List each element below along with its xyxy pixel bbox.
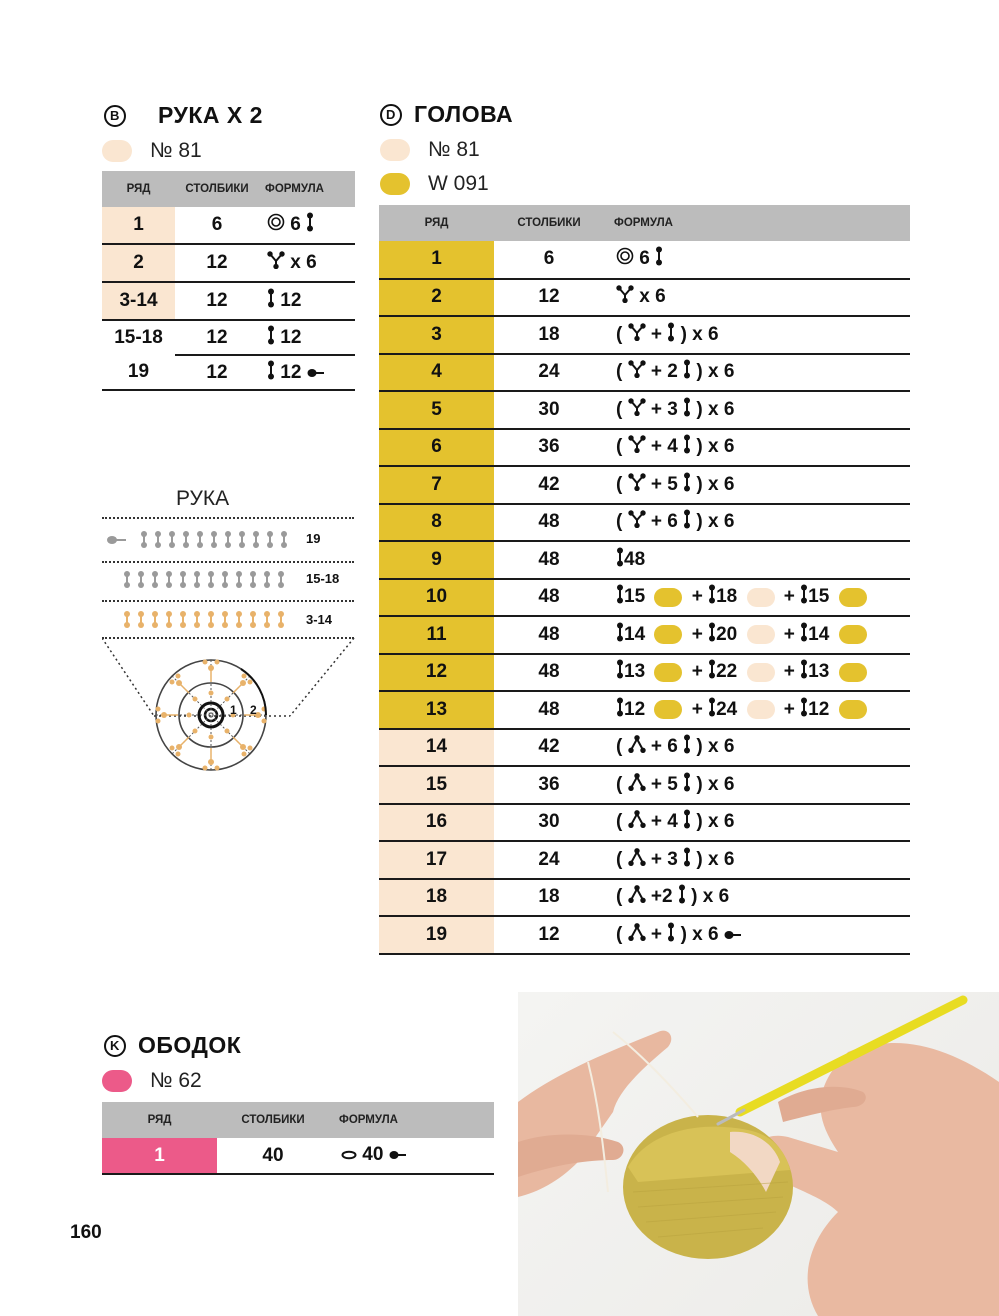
round-label-1: 1 xyxy=(230,703,237,717)
single-crochet-icon xyxy=(616,584,624,610)
decrease-icon xyxy=(628,848,646,872)
head-row-stitches: 48 xyxy=(494,579,604,617)
head-yarn-swatch-cream xyxy=(380,139,410,161)
decrease-icon xyxy=(628,923,646,947)
arm-row-number: 19 xyxy=(102,355,175,390)
arm-table-row xyxy=(102,355,355,390)
arm-title: РУКА X 2 xyxy=(158,102,263,128)
head-row-number: 16 xyxy=(379,804,494,842)
single-crochet-icon xyxy=(306,212,314,238)
head-row-formula: ( + 5 ) x 6 xyxy=(604,766,910,804)
arm-table-header xyxy=(102,171,355,207)
arm-row-stitches: 12 xyxy=(175,244,259,282)
head-row-number: 17 xyxy=(379,841,494,879)
head-table-row xyxy=(379,766,910,804)
head-row-stitches: 30 xyxy=(494,391,604,429)
formula-text: + 4 xyxy=(650,811,678,833)
rim-table-row xyxy=(102,1138,494,1174)
rim-yarn-label: № 62 xyxy=(150,1069,202,1092)
rim-section-title xyxy=(104,1032,241,1059)
rim-badge: K xyxy=(104,1035,126,1057)
formula-text: 6 xyxy=(639,248,650,270)
arm-table-row xyxy=(102,320,355,355)
formula-text: + 4 xyxy=(650,436,678,458)
rim-table-header xyxy=(102,1102,494,1138)
head-row-stitches: 48 xyxy=(494,541,604,579)
arm-pattern-table xyxy=(102,171,355,391)
formula-text: 14 xyxy=(624,623,646,645)
single-crochet-icon xyxy=(267,325,275,351)
formula-text: 12 xyxy=(280,361,302,383)
single-crochet-icon xyxy=(708,659,716,685)
formula-text: + 5 xyxy=(650,473,678,495)
cream-yarn-dot xyxy=(747,700,775,719)
diagram-label-19: 19 xyxy=(306,531,321,546)
head-table-row xyxy=(379,241,910,279)
arm-table-row xyxy=(102,207,355,244)
diagram-label-3-14: 3-14 xyxy=(306,612,333,627)
head-row-number: 6 xyxy=(379,429,494,467)
formula-text: 24 xyxy=(716,698,738,720)
head-table-row xyxy=(379,804,910,842)
increase-icon xyxy=(628,510,646,534)
rim-header-stitches: СТОЛБИКИ xyxy=(217,1102,329,1138)
arm-yarn xyxy=(102,139,202,163)
single-crochet-icon xyxy=(267,360,275,386)
arm-rows-diagram xyxy=(102,525,302,637)
arm-row-number: 3-14 xyxy=(102,282,175,320)
head-row-stitches: 6 xyxy=(494,241,604,279)
single-crochet-icon xyxy=(616,622,624,648)
formula-text: ) x 6 xyxy=(696,848,735,870)
formula-text: + 5 xyxy=(650,773,678,795)
formula-text: +2 xyxy=(650,886,673,908)
yellow-yarn-dot xyxy=(654,700,682,719)
arm-row-formula xyxy=(259,282,355,320)
cream-yarn-dot xyxy=(747,588,775,607)
head-table-row xyxy=(379,879,910,917)
formula-text: ) x 6 xyxy=(696,511,735,533)
head-pattern-table xyxy=(379,205,910,955)
diagram-title: РУКА xyxy=(176,487,230,510)
increase-icon xyxy=(267,251,285,275)
arm-badge: B xyxy=(104,105,126,127)
head-row-number: 10 xyxy=(379,579,494,617)
arm-round-diagram xyxy=(102,638,356,788)
head-row-number: 5 xyxy=(379,391,494,429)
head-row-stitches: 24 xyxy=(494,841,604,879)
head-row-formula: ( + 5 ) x 6 xyxy=(604,466,910,504)
decrease-icon xyxy=(628,885,646,909)
head-row-stitches: 12 xyxy=(494,916,604,954)
single-crochet-icon xyxy=(708,622,716,648)
head-table-row xyxy=(379,579,910,617)
slip-stitch-icon xyxy=(307,362,325,384)
cream-yarn-dot xyxy=(747,663,775,682)
single-crochet-icon xyxy=(800,697,808,723)
head-table-row xyxy=(379,841,910,879)
decrease-icon xyxy=(628,773,646,797)
single-crochet-icon xyxy=(667,322,675,348)
head-row-stitches: 48 xyxy=(494,616,604,654)
diagram-divider xyxy=(102,517,354,519)
chain-icon xyxy=(341,1144,357,1166)
single-crochet-icon xyxy=(678,884,686,910)
arm-row-stitches: 12 xyxy=(175,320,259,355)
head-row-formula: ( + 3 ) x 6 xyxy=(604,391,910,429)
cream-yarn-dot xyxy=(747,625,775,644)
single-crochet-icon xyxy=(683,434,691,460)
increase-icon xyxy=(628,360,646,384)
head-table-row xyxy=(379,504,910,542)
head-section-title xyxy=(380,101,513,128)
head-row-formula: ( + ) x 6 xyxy=(604,316,910,354)
arm-header-stitches: СТОЛБИКИ xyxy=(175,171,259,207)
formula-text: 15 xyxy=(808,586,830,608)
single-crochet-icon xyxy=(616,659,624,685)
head-row-number: 18 xyxy=(379,879,494,917)
arm-header-row: РЯД xyxy=(102,171,175,207)
yellow-yarn-dot xyxy=(654,588,682,607)
single-crochet-icon xyxy=(683,734,691,760)
rim-header-row: РЯД xyxy=(102,1102,217,1138)
formula-text: + 6 xyxy=(650,736,678,758)
formula-text: + xyxy=(650,323,662,345)
rim-yarn-swatch xyxy=(102,1070,132,1092)
formula-text: 18 xyxy=(716,586,738,608)
formula-text: ) x 6 xyxy=(696,473,735,495)
head-table-row xyxy=(379,916,910,954)
yellow-yarn-dot xyxy=(839,625,867,644)
head-row-formula: ( + 4 ) x 6 xyxy=(604,429,910,467)
formula-text: ) x 6 xyxy=(696,436,735,458)
magic-ring-icon xyxy=(616,247,634,271)
arm-yarn-swatch xyxy=(102,140,132,162)
increase-icon xyxy=(628,398,646,422)
arm-row-stitches: 12 xyxy=(175,282,259,320)
single-crochet-icon xyxy=(667,922,675,948)
round-label-2: 2 xyxy=(250,703,257,717)
increase-icon xyxy=(628,435,646,459)
head-row-stitches: 18 xyxy=(494,879,604,917)
formula-text: ) x 6 xyxy=(691,886,730,908)
diagram-label-15-18: 15-18 xyxy=(306,571,340,586)
arm-header-formula: ФОРМУЛА xyxy=(259,171,355,207)
head-table-row xyxy=(379,354,910,392)
head-table-row xyxy=(379,391,910,429)
single-crochet-icon xyxy=(267,288,275,314)
head-row-number: 15 xyxy=(379,766,494,804)
rim-row-number: 1 xyxy=(102,1138,217,1174)
head-row-formula: ( +2 ) x 6 xyxy=(604,879,910,917)
formula-text: + 6 xyxy=(650,511,678,533)
single-crochet-icon xyxy=(683,472,691,498)
formula-text: 12 xyxy=(280,290,302,312)
formula-text: ) x 6 xyxy=(696,361,735,383)
formula-text: ) x 6 xyxy=(680,323,719,345)
head-row-stitches: 12 xyxy=(494,279,604,317)
arm-row-number: 2 xyxy=(102,244,175,282)
head-row-number: 14 xyxy=(379,729,494,767)
head-row-formula xyxy=(604,241,910,279)
single-crochet-icon xyxy=(655,246,663,272)
head-header-formula: ФОРМУЛА xyxy=(604,205,910,241)
page-number: 160 xyxy=(70,1222,102,1243)
head-table-row xyxy=(379,316,910,354)
formula-text: 6 xyxy=(290,214,301,236)
head-row-number: 4 xyxy=(379,354,494,392)
single-crochet-icon xyxy=(800,659,808,685)
decrease-icon xyxy=(628,735,646,759)
rim-row-formula xyxy=(329,1138,494,1174)
head-row-number: 12 xyxy=(379,654,494,692)
formula-text: x 6 xyxy=(290,252,317,274)
arm-table-row xyxy=(102,282,355,320)
head-row-number: 2 xyxy=(379,279,494,317)
single-crochet-icon xyxy=(616,547,624,573)
decrease-icon xyxy=(628,810,646,834)
rim-pattern-table xyxy=(102,1102,494,1175)
slip-stitch-icon xyxy=(389,1144,407,1166)
head-row-formula: 14 + 20 + 14 xyxy=(604,616,910,654)
arm-yarn-label: № 81 xyxy=(150,139,202,162)
formula-text: 12 xyxy=(808,698,830,720)
hands-crocheting-illustration xyxy=(518,992,999,1316)
head-row-formula: 13 + 22 + 13 xyxy=(604,654,910,692)
increase-icon xyxy=(616,285,634,309)
formula-text: x 6 xyxy=(639,286,666,308)
single-crochet-icon xyxy=(708,697,716,723)
magic-ring-icon xyxy=(267,213,285,237)
single-crochet-icon xyxy=(800,622,808,648)
head-row-formula xyxy=(604,541,910,579)
head-row-formula: 15 + 18 + 15 xyxy=(604,579,910,617)
formula-text: + 2 xyxy=(650,361,678,383)
head-row-stitches: 48 xyxy=(494,691,604,729)
formula-text: ) x 6 xyxy=(696,398,735,420)
head-yarn-cream xyxy=(380,138,480,162)
head-table-row xyxy=(379,654,910,692)
single-crochet-icon xyxy=(708,584,716,610)
head-table-row xyxy=(379,729,910,767)
head-table-row xyxy=(379,466,910,504)
single-crochet-icon xyxy=(683,847,691,873)
formula-text: 20 xyxy=(716,623,738,645)
increase-icon xyxy=(628,323,646,347)
formula-text: 48 xyxy=(624,548,646,570)
head-row-stitches: 36 xyxy=(494,766,604,804)
yellow-yarn-dot xyxy=(654,625,682,644)
arm-row-formula xyxy=(259,207,355,244)
rim-yarn xyxy=(102,1069,202,1093)
formula-text: 14 xyxy=(808,623,830,645)
arm-row-stitches: 6 xyxy=(175,207,259,244)
head-header-stitches: СТОЛБИКИ xyxy=(494,205,604,241)
yellow-yarn-dot xyxy=(839,700,867,719)
head-row-number: 3 xyxy=(379,316,494,354)
head-table-row xyxy=(379,541,910,579)
head-table-header xyxy=(379,205,910,241)
rim-row-stitches: 40 xyxy=(217,1138,329,1174)
formula-text: + 3 xyxy=(650,398,678,420)
head-row-number: 8 xyxy=(379,504,494,542)
head-row-formula: ( + 4 ) x 6 xyxy=(604,804,910,842)
head-yarn-label: W 091 xyxy=(428,172,489,195)
single-crochet-icon xyxy=(683,397,691,423)
formula-text: ) x 6 xyxy=(696,736,735,758)
head-row-number: 7 xyxy=(379,466,494,504)
head-row-number: 11 xyxy=(379,616,494,654)
head-row-number: 19 xyxy=(379,916,494,954)
single-crochet-icon xyxy=(616,697,624,723)
formula-text: 13 xyxy=(624,661,646,683)
single-crochet-icon xyxy=(683,772,691,798)
head-row-formula: ( + 6 ) x 6 xyxy=(604,504,910,542)
head-row-stitches: 42 xyxy=(494,466,604,504)
head-row-stitches: 24 xyxy=(494,354,604,392)
formula-text: + 3 xyxy=(650,848,678,870)
single-crochet-icon xyxy=(683,509,691,535)
head-row-number: 9 xyxy=(379,541,494,579)
head-table-row xyxy=(379,279,910,317)
head-row-number: 13 xyxy=(379,691,494,729)
single-crochet-icon xyxy=(800,584,808,610)
yellow-yarn-dot xyxy=(839,663,867,682)
head-yarn-swatch-yellow xyxy=(380,173,410,195)
head-row-stitches: 36 xyxy=(494,429,604,467)
slip-stitch-icon xyxy=(724,924,742,946)
yellow-yarn-dot xyxy=(839,588,867,607)
crochet-photo xyxy=(518,992,999,1316)
head-row-stitches: 30 xyxy=(494,804,604,842)
arm-row-number: 1 xyxy=(102,207,175,244)
arm-section-title xyxy=(104,102,263,129)
head-yarn-label: № 81 xyxy=(428,138,480,161)
formula-text: + xyxy=(650,923,662,945)
yellow-yarn-dot xyxy=(654,663,682,682)
formula-text: ) x 6 xyxy=(696,811,735,833)
formula-text: 40 xyxy=(362,1144,384,1166)
arm-row-number: 15-18 xyxy=(114,327,163,348)
formula-text: 22 xyxy=(716,661,738,683)
rim-header-formula: ФОРМУЛА xyxy=(329,1102,494,1138)
head-table-row xyxy=(379,429,910,467)
increase-icon xyxy=(628,473,646,497)
arm-row-formula xyxy=(259,320,355,355)
formula-text: ) x 6 xyxy=(680,923,719,945)
formula-text: ) x 6 xyxy=(696,773,735,795)
formula-text: 15 xyxy=(624,586,646,608)
head-row-formula: ( + 6 ) x 6 xyxy=(604,729,910,767)
head-table-row xyxy=(379,691,910,729)
formula-text: 12 xyxy=(624,698,646,720)
head-row-formula: ( + 3 ) x 6 xyxy=(604,841,910,879)
head-badge: D xyxy=(380,104,402,126)
head-row-stitches: 48 xyxy=(494,654,604,692)
single-crochet-icon xyxy=(683,359,691,385)
head-row-formula xyxy=(604,279,910,317)
formula-text: 13 xyxy=(808,661,830,683)
head-header-row: РЯД xyxy=(379,205,494,241)
head-row-formula: 12 + 24 + 12 xyxy=(604,691,910,729)
head-row-stitches: 18 xyxy=(494,316,604,354)
rim-title: ОБОДОК xyxy=(138,1032,242,1058)
head-row-number: 1 xyxy=(379,241,494,279)
arm-row-formula xyxy=(259,244,355,282)
head-row-stitches: 48 xyxy=(494,504,604,542)
head-yarn-yellow xyxy=(380,172,489,196)
arm-row-formula xyxy=(259,355,355,390)
head-row-stitches: 42 xyxy=(494,729,604,767)
formula-text: 12 xyxy=(280,326,302,348)
arm-row-stitches: 12 xyxy=(175,355,259,390)
head-row-formula: ( + 2 ) x 6 xyxy=(604,354,910,392)
head-row-formula: ( + ) x 6 xyxy=(604,916,910,954)
head-table-row xyxy=(379,616,910,654)
head-title: ГОЛОВА xyxy=(414,101,514,127)
arm-table-row xyxy=(102,244,355,282)
single-crochet-icon xyxy=(683,809,691,835)
